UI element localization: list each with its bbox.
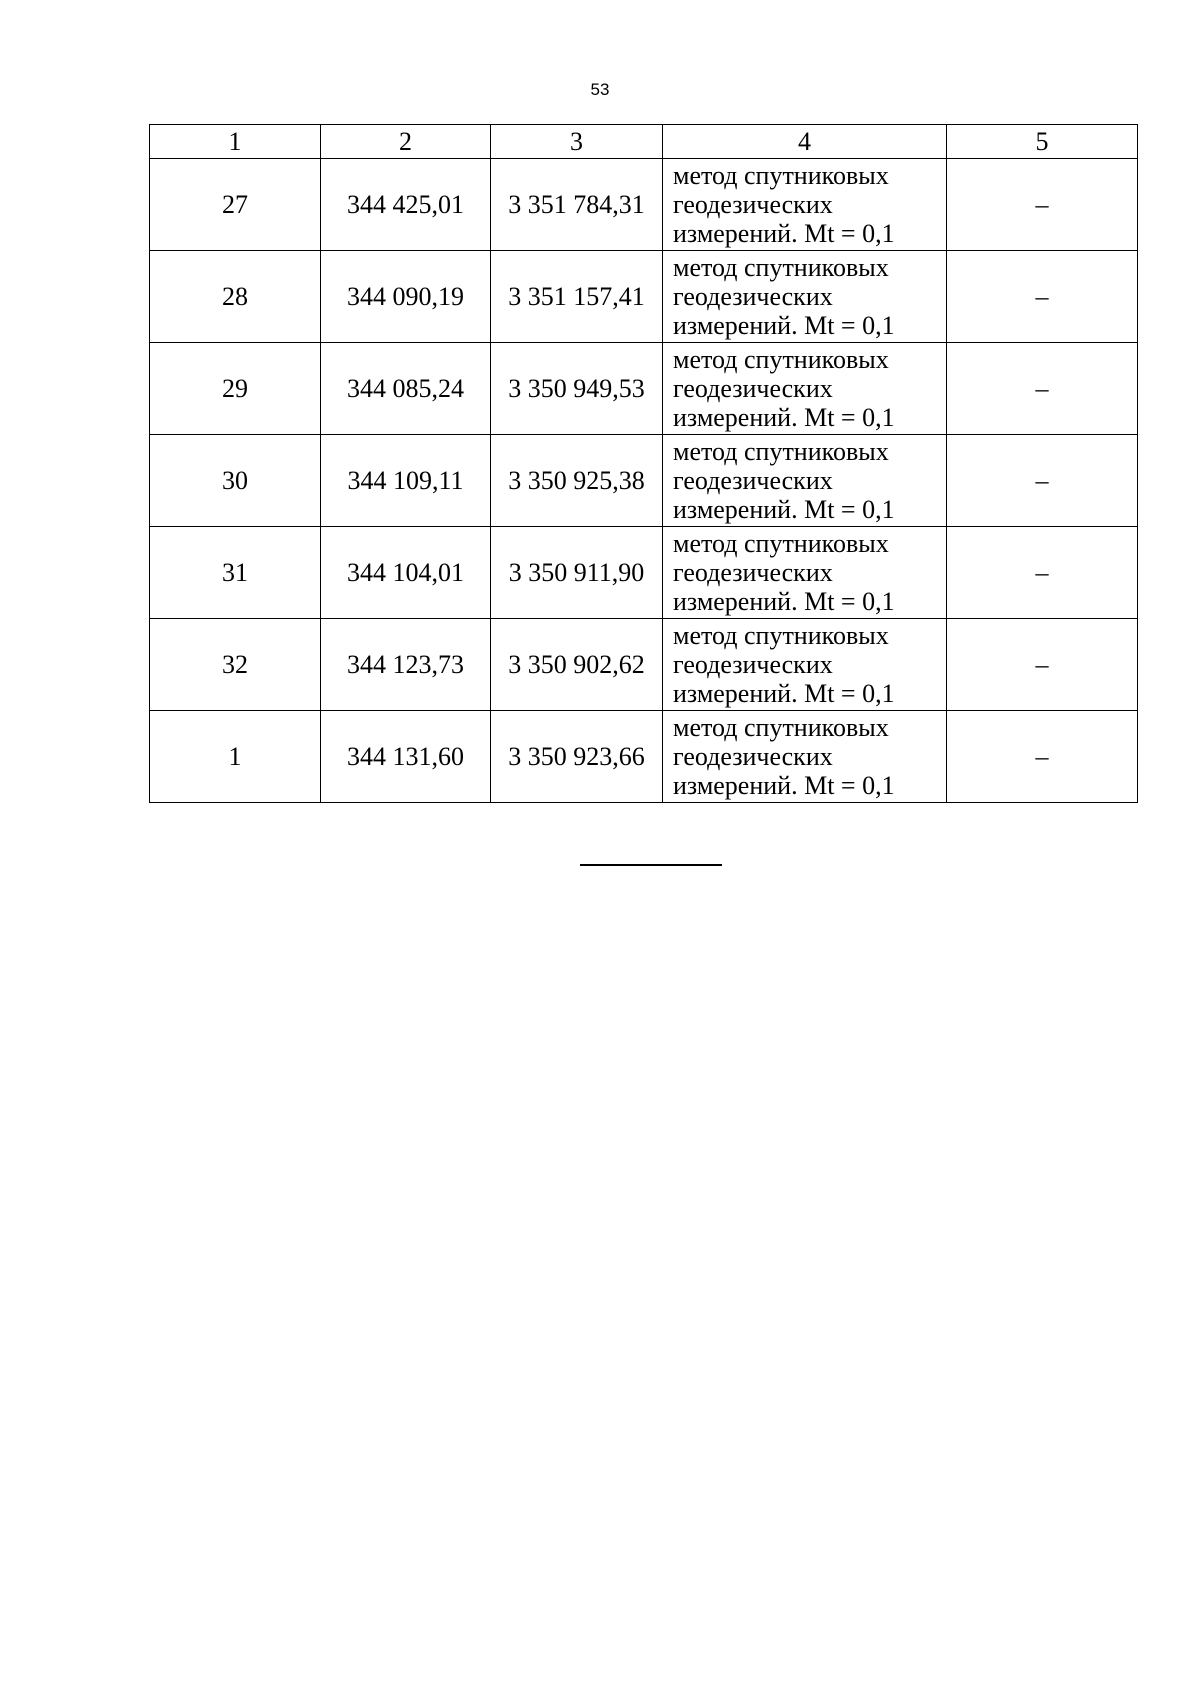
- y-coordinate-cell: 3 351 157,41: [491, 251, 663, 343]
- method-line: метод спутниковых: [673, 621, 889, 650]
- method-line: геодезических: [673, 374, 833, 403]
- table-row: [150, 527, 1138, 619]
- x-coordinate-cell: 344 109,11: [321, 435, 491, 527]
- point-number-cell: 28: [150, 251, 321, 343]
- x-coordinate-cell: 344 085,24: [321, 343, 491, 435]
- method-cell: [663, 343, 947, 435]
- x-coordinate-cell: 344 425,01: [321, 159, 491, 251]
- x-coordinate-cell: 344 090,19: [321, 251, 491, 343]
- point-number-cell: 27: [150, 159, 321, 251]
- table-header-row: [150, 125, 1138, 159]
- x-coordinate-cell: 344 131,60: [321, 711, 491, 803]
- point-number-cell: 30: [150, 435, 321, 527]
- note-cell: –: [947, 343, 1138, 435]
- table-row: [150, 251, 1138, 343]
- y-coordinate-cell: 3 350 949,53: [491, 343, 663, 435]
- method-line: геодезических: [673, 742, 833, 771]
- header-col-4: 4: [663, 125, 947, 159]
- header-col-3: 3: [491, 125, 663, 159]
- method-line: метод спутниковых: [673, 529, 889, 558]
- method-line: геодезических: [673, 466, 833, 495]
- x-coordinate-cell: 344 104,01: [321, 527, 491, 619]
- point-number-cell: 29: [150, 343, 321, 435]
- method-line: измерений. Mt = 0,1: [673, 587, 895, 616]
- method-line: метод спутниковых: [673, 713, 889, 742]
- note-cell: –: [947, 527, 1138, 619]
- point-number-cell: 31: [150, 527, 321, 619]
- method-line: геодезических: [673, 282, 833, 311]
- method-cell: [663, 711, 947, 803]
- note-cell: –: [947, 159, 1138, 251]
- method-cell: [663, 251, 947, 343]
- y-coordinate-cell: 3 350 911,90: [491, 527, 663, 619]
- closing-rule: [580, 864, 722, 866]
- y-coordinate-cell: 3 350 923,66: [491, 711, 663, 803]
- point-number-cell: 1: [150, 711, 321, 803]
- table-row: [150, 435, 1138, 527]
- method-line: измерений. Mt = 0,1: [673, 403, 895, 432]
- table-row: [150, 159, 1138, 251]
- method-line: метод спутниковых: [673, 161, 889, 190]
- method-line: метод спутниковых: [673, 345, 889, 374]
- method-line: геодезических: [673, 190, 833, 219]
- note-cell: –: [947, 619, 1138, 711]
- method-line: геодезических: [673, 650, 833, 679]
- table-body: [150, 159, 1138, 803]
- y-coordinate-cell: 3 350 925,38: [491, 435, 663, 527]
- method-cell: [663, 619, 947, 711]
- table-row: [150, 619, 1138, 711]
- method-line: метод спутниковых: [673, 253, 889, 282]
- note-cell: –: [947, 251, 1138, 343]
- y-coordinate-cell: 3 350 902,62: [491, 619, 663, 711]
- table-row: [150, 343, 1138, 435]
- table-row: [150, 711, 1138, 803]
- method-line: измерений. Mt = 0,1: [673, 679, 895, 708]
- method-line: измерений. Mt = 0,1: [673, 311, 895, 340]
- method-cell: [663, 159, 947, 251]
- y-coordinate-cell: 3 351 784,31: [491, 159, 663, 251]
- note-cell: –: [947, 435, 1138, 527]
- page-number: 53: [590, 80, 610, 99]
- method-line: измерений. Mt = 0,1: [673, 771, 895, 800]
- method-cell: [663, 527, 947, 619]
- header-col-1: 1: [150, 125, 321, 159]
- header-col-5: 5: [947, 125, 1138, 159]
- method-line: геодезических: [673, 558, 833, 587]
- method-line: метод спутниковых: [673, 437, 889, 466]
- header-col-2: 2: [321, 125, 491, 159]
- point-number-cell: 32: [150, 619, 321, 711]
- note-cell: –: [947, 711, 1138, 803]
- method-cell: [663, 435, 947, 527]
- coordinates-table: [149, 124, 1138, 803]
- method-line: измерений. Mt = 0,1: [673, 219, 895, 248]
- method-line: измерений. Mt = 0,1: [673, 495, 895, 524]
- x-coordinate-cell: 344 123,73: [321, 619, 491, 711]
